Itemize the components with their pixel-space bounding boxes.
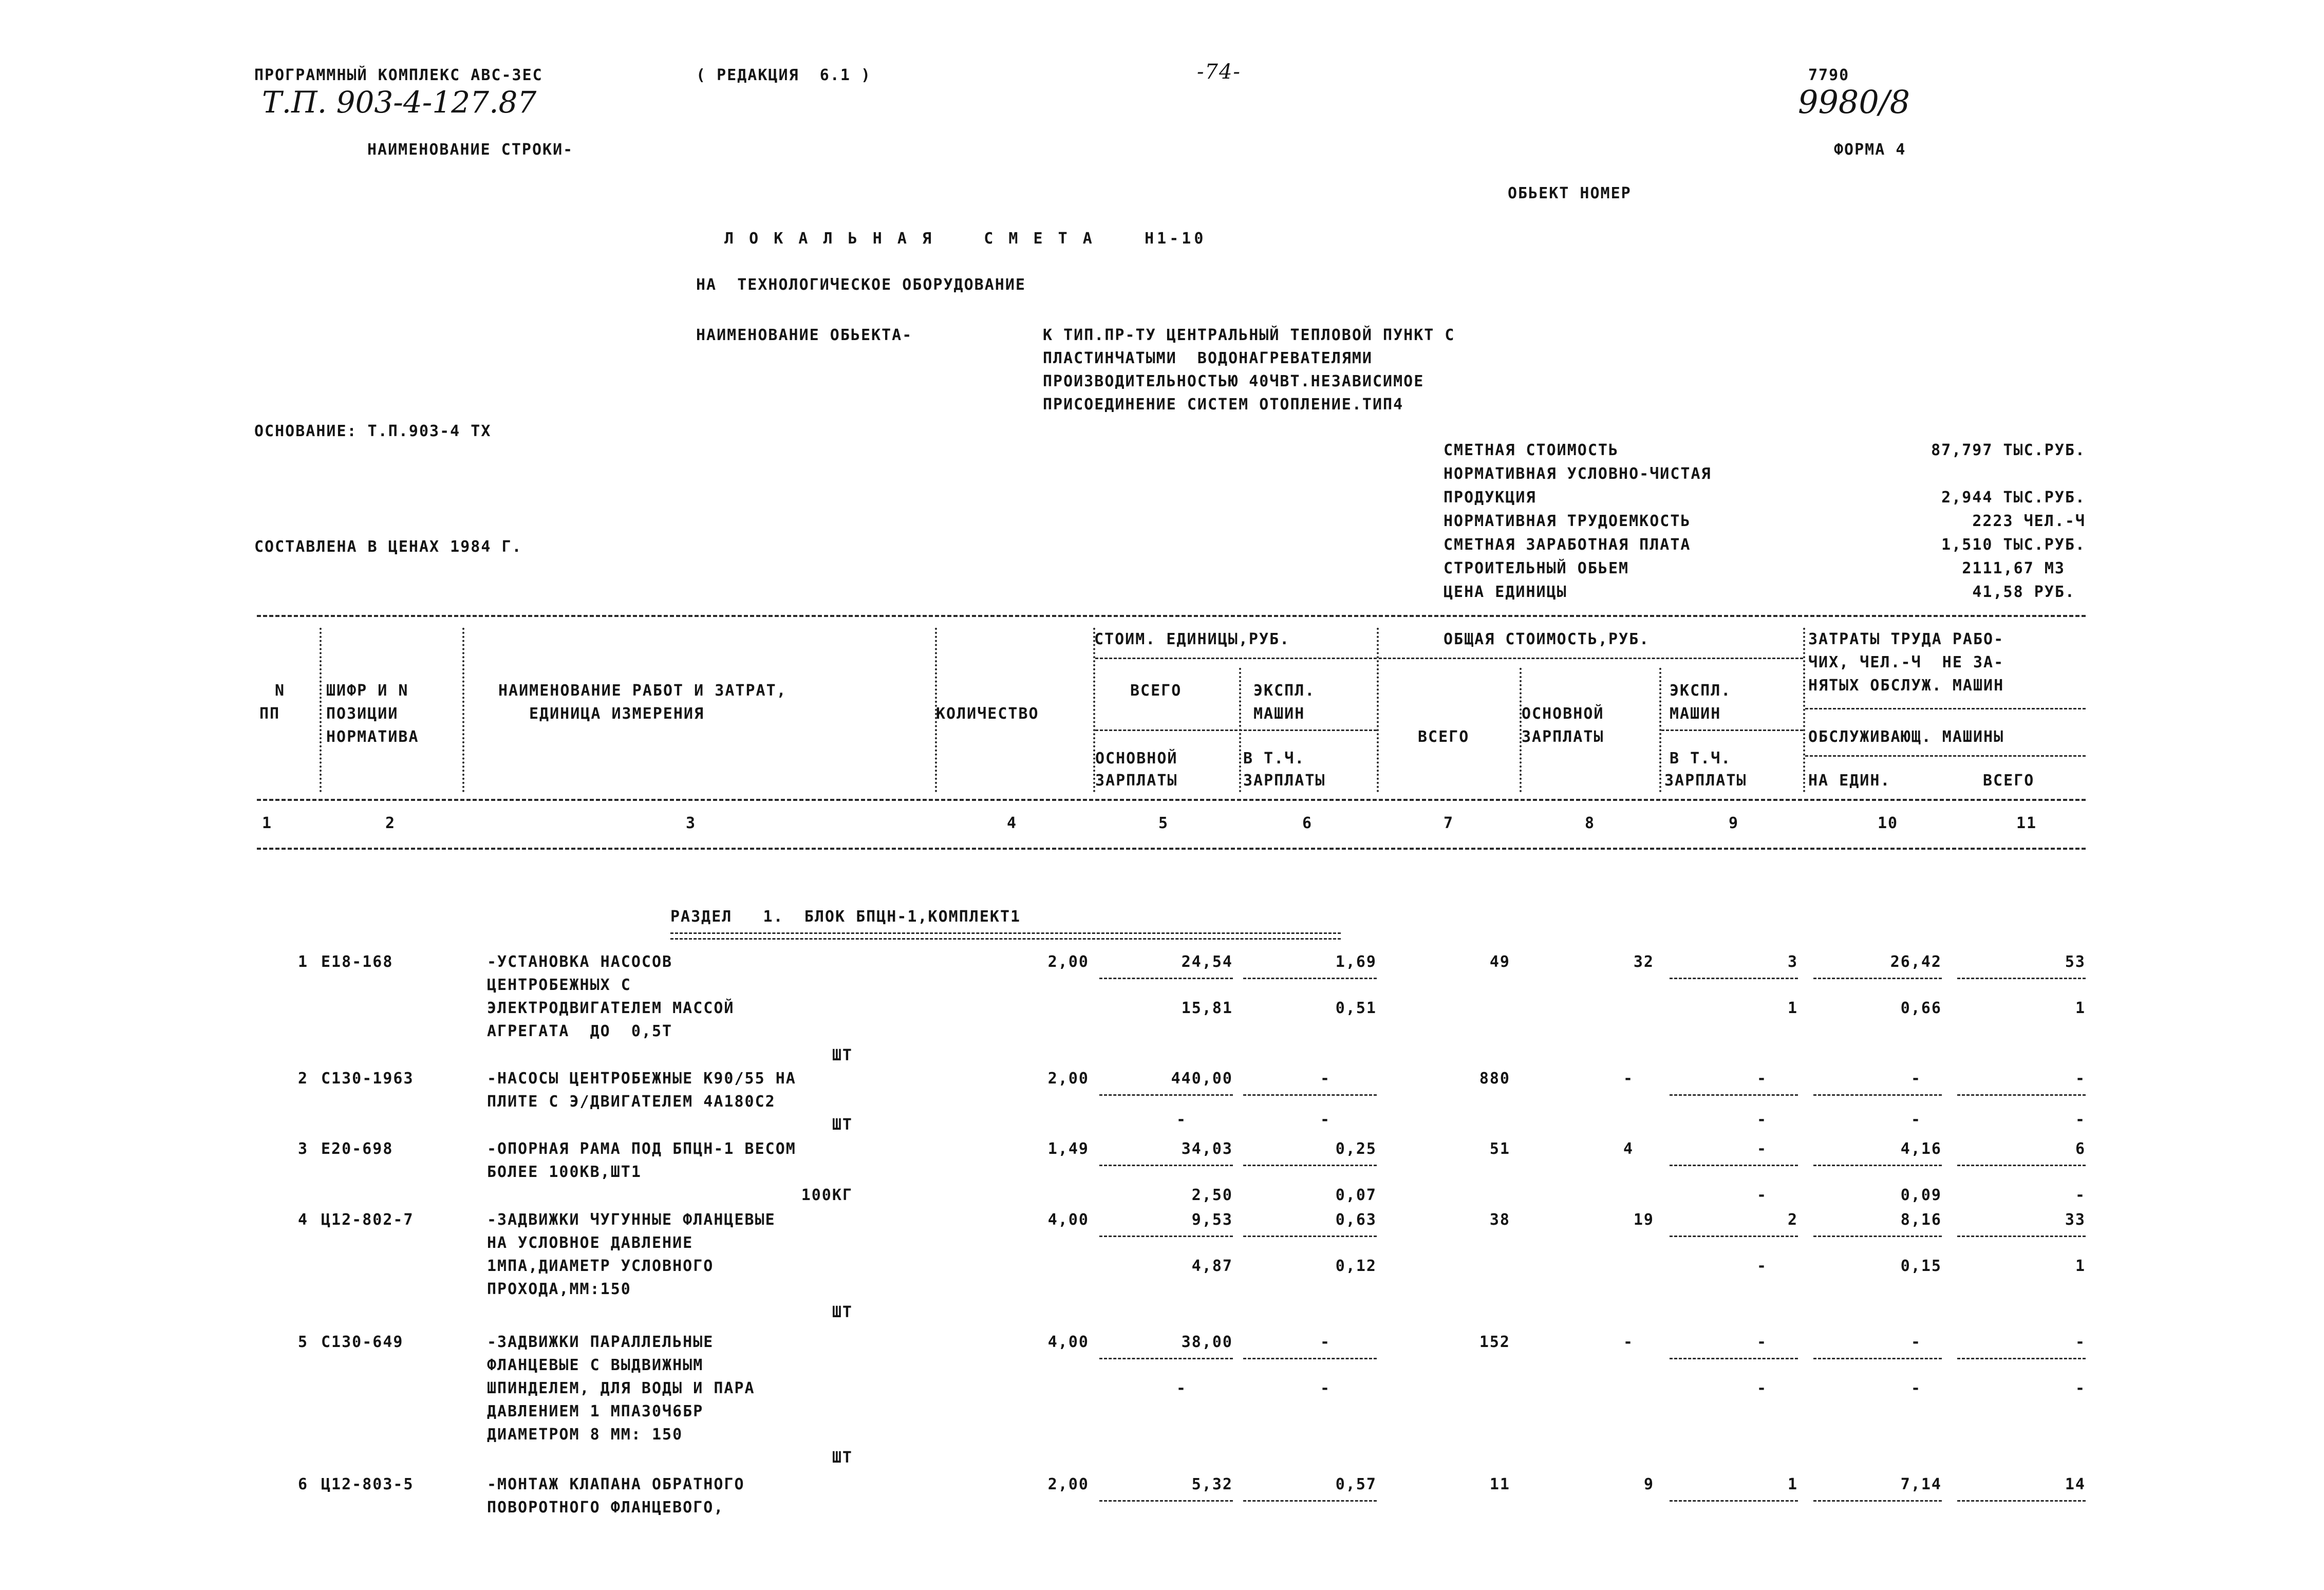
row-unit-cost: 9,53 (1191, 1211, 1233, 1229)
row-code: С130-649 (321, 1333, 404, 1351)
row-rule (1813, 1500, 1942, 1502)
row-labor-unit-service: - (1910, 1111, 1921, 1129)
row-unit-incl-wage: 0,51 (1335, 999, 1377, 1017)
row-total: 11 (1489, 1475, 1510, 1493)
row-total-basic: 9 (1643, 1475, 1654, 1493)
header-total-expl: МАШИН (1670, 705, 1721, 723)
document-subtitle: НА ТЕХНОЛОГИЧЕСКОЕ ОБОРУДОВАНИЕ (696, 276, 1026, 294)
column-number: 5 (1158, 814, 1169, 832)
row-total: 51 (1489, 1140, 1510, 1158)
row-rule (1957, 1358, 2086, 1359)
row-total: 38 (1489, 1211, 1510, 1229)
column-number: 2 (385, 814, 396, 832)
row-total-expl: 3 (1787, 953, 1798, 971)
row-rule (1099, 1358, 1233, 1359)
row-rule (1957, 1094, 2086, 1096)
col-separator (1803, 628, 1805, 792)
row-unit-cost: 24,54 (1181, 953, 1233, 971)
row-name-line: -ЗАДВИЖКИ ПАРАЛЛЕЛЬНЫЕ (487, 1333, 714, 1351)
row-unit-cost: 38,00 (1181, 1333, 1233, 1351)
summary-value: 2223 ЧЕЛ.-Ч (1972, 512, 2086, 530)
summary-label: СМЕТНАЯ ЗАРАБОТНАЯ ПЛАТА (1444, 536, 1691, 554)
row-number: 4 (297, 1211, 308, 1229)
row-unit-basic-wage: 2,50 (1191, 1186, 1233, 1204)
row-rule (1670, 1094, 1798, 1096)
row-rule (1243, 978, 1377, 979)
row-total-expl: 2 (1787, 1211, 1798, 1229)
header-per-unit: НА ЕДИН. (1808, 772, 1891, 790)
header-total-incl: ЗАРПЛАТЫ (1664, 772, 1747, 790)
row-quantity: 2,00 (1047, 1070, 1089, 1088)
row-quantity: 4,00 (1047, 1333, 1089, 1351)
column-number: 6 (1302, 814, 1313, 832)
row-unit-expl: 0,63 (1335, 1211, 1377, 1229)
edition: ( РЕДАКЦИЯ 6.1 ) (696, 66, 872, 84)
table-numbers-rule (257, 848, 2086, 850)
header-total-basic: ОСНОВНОЙ (1522, 705, 1604, 723)
row-name-line: ЦЕНТРОБЕЖНЫХ С (487, 976, 631, 994)
row-rule (1243, 1236, 1377, 1237)
header-labor: ЗАТРАТЫ ТРУДА РАБО- (1808, 630, 2004, 648)
row-labor-unit-service: 0,09 (1900, 1186, 1942, 1204)
object-name-line: ПРОИЗВОДИТЕЛЬНОСТЬЮ 40ЧВТ.НЕЗАВИСИМОЕ (1043, 372, 1425, 390)
header-n: N (275, 682, 286, 700)
row-name-line: ШПИНДЕЛЕМ, ДЛЯ ВОДЫ И ПАРА (487, 1379, 755, 1397)
page-number: -74- (1197, 60, 1241, 84)
row-total-basic: - (1623, 1333, 1634, 1351)
row-unit: ШТ (832, 1116, 853, 1134)
row-unit-incl-wage: - (1320, 1379, 1330, 1397)
header-unit-expl: ЭКСПЛ. (1253, 682, 1316, 700)
header-total-cost: ОБЩАЯ СТОИМОСТЬ,РУБ. (1444, 630, 1650, 648)
summary-label: СТРОИТЕЛЬНЫЙ ОБЬЕМ (1444, 559, 1629, 577)
object-name-line: ПРИСОЕДИНЕНИЕ СИСТЕМ ОТОПЛЕНИЕ.ТИП4 (1043, 396, 1404, 414)
row-name-line: ПРОХОДА,ММ:150 (487, 1280, 631, 1298)
row-total-expl: - (1756, 1140, 1767, 1158)
row-rule (1670, 1236, 1798, 1237)
row-rule (1957, 978, 2086, 979)
summary-value: 1,510 ТЫС.РУБ. (1941, 536, 2086, 554)
row-rule (1957, 1236, 2086, 1237)
header-total-basic: ЗАРПЛАТЫ (1522, 728, 1604, 746)
row-labor-unit: 7,14 (1900, 1475, 1942, 1493)
row-unit-incl-wage: 0,07 (1335, 1186, 1377, 1204)
row-name-line: -ОПОРНАЯ РАМА ПОД БПЦН-1 ВЕСОМ (487, 1140, 796, 1158)
object-number-label: ОБЬЕКТ НОМЕР (1508, 184, 1632, 202)
row-total-incl-wage: 1 (1787, 999, 1798, 1017)
row-rule (1957, 1165, 2086, 1166)
row-number: 6 (297, 1475, 308, 1493)
row-total-expl: 1 (1787, 1475, 1798, 1493)
row-unit: 100КГ (801, 1186, 853, 1204)
row-name-line: НА УСЛОВНОЕ ДАВЛЕНИЕ (487, 1234, 694, 1252)
header-code: ПОЗИЦИИ (326, 705, 399, 723)
col-separator (1377, 628, 1379, 792)
row-unit: ШТ (832, 1449, 853, 1467)
row-rule (1813, 1165, 1942, 1166)
row-total-expl: - (1756, 1333, 1767, 1351)
row-labor-unit: 8,16 (1900, 1211, 1942, 1229)
summary-value: 2111,67 М3 (1962, 559, 2065, 577)
row-labor-total-service: 1 (2075, 999, 2086, 1017)
row-labor-total: 6 (2075, 1140, 2086, 1158)
object-name-line: ПЛАСТИНЧАТЫМИ ВОДОНАГРЕВАТЕЛЯМИ (1043, 349, 1373, 367)
row-code: С130-1963 (321, 1070, 414, 1088)
column-number: 3 (685, 814, 697, 832)
header-sub-rule (1805, 755, 2086, 757)
row-unit: ШТ (832, 1303, 853, 1321)
row-unit-expl: 0,25 (1335, 1140, 1377, 1158)
row-number: 2 (297, 1070, 308, 1088)
summary-label: ЦЕНА ЕДИНИЦЫ (1444, 583, 1567, 601)
prices-year: СОСТАВЛЕНА В ЦЕНАХ 1984 Г. (254, 538, 522, 556)
row-name-line: -УСТАНОВКА НАСОСОВ (487, 953, 673, 971)
header-total-all: ВСЕГО (1418, 728, 1470, 746)
header-sub-rule (1095, 658, 1377, 659)
row-code: Е20-698 (321, 1140, 393, 1158)
row-number: 3 (297, 1140, 308, 1158)
column-number: 9 (1728, 814, 1739, 832)
object-name-line: К ТИП.ПР-ТУ ЦЕНТРАЛЬНЫЙ ТЕПЛОВОЙ ПУНКТ С (1043, 326, 1455, 344)
row-total-basic: - (1623, 1070, 1634, 1088)
row-rule (1813, 1358, 1942, 1359)
row-code: Е18-168 (321, 953, 393, 971)
row-labor-total: 53 (2065, 953, 2086, 971)
row-total: 49 (1489, 953, 1510, 971)
summary-label: ПРОДУКЦИЯ (1444, 489, 1536, 507)
row-number: 5 (297, 1333, 308, 1351)
handwritten-archive-number: 9980/8 (1798, 83, 1910, 121)
row-unit-expl: 0,57 (1335, 1475, 1377, 1493)
header-unit-all: ВСЕГО (1130, 682, 1182, 700)
header-sub-rule (1095, 729, 1377, 731)
header-pp: ПП (259, 705, 280, 723)
row-unit-expl: - (1320, 1070, 1330, 1088)
row-rule (1813, 1236, 1942, 1237)
header-unit-expl: МАШИН (1253, 705, 1305, 723)
summary-value: 2,944 ТЫС.РУБ. (1941, 489, 2086, 507)
row-rule (1099, 1094, 1233, 1096)
row-code: Ц12-802-7 (321, 1211, 414, 1229)
row-name-line: -НАСОСЫ ЦЕНТРОБЕЖНЫЕ К90/55 НА (487, 1070, 796, 1088)
row-unit: ШТ (832, 1046, 853, 1064)
row-rule (1243, 1165, 1377, 1166)
row-labor-total-service: - (2075, 1111, 2086, 1129)
row-name-line: БОЛЕЕ 100КВ,ШТ1 (487, 1163, 642, 1181)
row-name-line: ПЛИТЕ С Э/ДВИГАТЕЛЕМ 4А180С2 (487, 1093, 776, 1111)
row-labor-total-service: - (2075, 1186, 2086, 1204)
document-title: Л О К А Л Ь Н А Я С М Е Т А Н1-10 (724, 230, 1207, 248)
row-unit-basic-wage: - (1176, 1379, 1187, 1397)
row-rule (1670, 1500, 1798, 1502)
row-quantity: 2,00 (1047, 1475, 1089, 1493)
row-labor-unit-service: 0,15 (1900, 1257, 1942, 1275)
row-name-line: ДИАМЕТРОМ 8 ММ: 150 (487, 1426, 683, 1444)
row-total-incl-wage: - (1756, 1186, 1767, 1204)
col-separator (320, 628, 322, 792)
row-number: 1 (297, 953, 308, 971)
program-name: ПРОГРАММНЫЙ КОМПЛЕКС АВС-3ЕС (254, 66, 543, 84)
summary-label: НОРМАТИВНАЯ УСЛОВНО-ЧИСТАЯ (1444, 465, 1712, 483)
row-quantity: 4,00 (1047, 1211, 1089, 1229)
row-rule (1099, 1236, 1233, 1237)
row-labor-unit-service: - (1910, 1379, 1921, 1397)
header-unit-cost: СТОИМ. ЕДИНИЦЫ,РУБ. (1094, 630, 1290, 648)
row-rule (1243, 1094, 1377, 1096)
row-name-line: ПОВОРОТНОГО ФЛАНЦЕВОГО, (487, 1499, 724, 1517)
col-separator (462, 628, 464, 792)
row-unit-incl-wage: 0,12 (1335, 1257, 1377, 1275)
row-total-basic: 19 (1633, 1211, 1654, 1229)
row-labor-unit: - (1910, 1070, 1921, 1088)
table-header-rule (257, 799, 2086, 801)
row-labor-unit: 26,42 (1890, 953, 1942, 971)
row-unit-cost: 34,03 (1181, 1140, 1233, 1158)
row-quantity: 2,00 (1047, 953, 1089, 971)
document-code: 7790 (1808, 66, 1850, 84)
form-label: ФОРМА 4 (1834, 141, 1906, 159)
row-name-line: АГРЕГАТА ДО 0,5Т (487, 1022, 673, 1040)
header-total-incl: В Т.Ч. (1670, 750, 1732, 768)
row-rule (1243, 1358, 1377, 1359)
row-name-line: ДАВЛЕНИЕМ 1 МПА30Ч6БР (487, 1402, 704, 1420)
row-rule (1099, 1165, 1233, 1166)
row-labor-total-service: 1 (2075, 1257, 2086, 1275)
row-total: 880 (1479, 1070, 1510, 1088)
section-title: РАЗДЕЛ 1. БЛОК БПЦН-1,КОМПЛЕКТ1 (670, 908, 1021, 926)
summary-label: СМЕТНАЯ СТОИМОСТЬ (1444, 441, 1619, 459)
row-unit-expl: - (1320, 1333, 1330, 1351)
header-name: ЕДИНИЦА ИЗМЕРЕНИЯ (529, 705, 705, 723)
row-total-incl-wage: - (1756, 1257, 1767, 1275)
row-unit-basic-wage: 15,81 (1181, 999, 1233, 1017)
table-top-rule (257, 615, 2086, 617)
header-sub-rule (1379, 658, 1803, 659)
row-labor-total: - (2075, 1333, 2086, 1351)
section-underline (670, 932, 1341, 940)
row-total-basic: 4 (1623, 1140, 1634, 1158)
column-number: 7 (1443, 814, 1454, 832)
row-labor-total-service: - (2075, 1379, 2086, 1397)
row-name-line: -МОНТАЖ КЛАПАНА ОБРАТНОГО (487, 1475, 745, 1493)
row-rule (1099, 1500, 1233, 1502)
row-name-line: -ЗАДВИЖКИ ЧУГУННЫЕ ФЛАНЦЕВЫЕ (487, 1211, 776, 1229)
header-labor: НЯТЫХ ОБСЛУЖ. МАШИН (1808, 677, 2004, 695)
column-number: 1 (261, 814, 273, 832)
header-quantity: КОЛИЧЕСТВО (936, 705, 1039, 723)
header-name: НАИМЕНОВАНИЕ РАБОТ И ЗАТРАТ, (498, 682, 787, 700)
row-rule (1670, 1358, 1798, 1359)
row-total-expl: - (1756, 1070, 1767, 1088)
row-rule (1813, 978, 1942, 979)
row-rule (1670, 1165, 1798, 1166)
row-name-line: 1МПА,ДИАМЕТР УСЛОВНОГО (487, 1257, 714, 1275)
column-number: 11 (2016, 814, 2037, 832)
row-labor-unit: - (1910, 1333, 1921, 1351)
row-rule (1099, 978, 1233, 979)
row-name-line: ФЛАНЦЕВЫЕ С ВЫДВИЖНЫМ (487, 1356, 704, 1374)
row-unit-basic-wage: 4,87 (1191, 1257, 1233, 1275)
summary-label: НОРМАТИВНАЯ ТРУДОЕМКОСТЬ (1444, 512, 1691, 530)
header-incl-wage: В Т.Ч. (1243, 750, 1305, 768)
row-rule (1957, 1500, 2086, 1502)
row-unit-cost: 5,32 (1191, 1475, 1233, 1493)
row-total-incl-wage: - (1756, 1379, 1767, 1397)
row-labor-total: 33 (2065, 1211, 2086, 1229)
col-separator (1093, 628, 1095, 792)
basis-text: ОСНОВАНИЕ: Т.П.903-4 ТХ (254, 422, 492, 440)
row-unit-cost: 440,00 (1171, 1070, 1233, 1088)
row-total: 152 (1479, 1333, 1510, 1351)
row-total-basic: 32 (1633, 953, 1654, 971)
row-rule (1243, 1500, 1377, 1502)
column-number: 10 (1877, 814, 1899, 832)
row-unit-expl: 1,69 (1335, 953, 1377, 971)
row-rule (1813, 1094, 1942, 1096)
row-labor-unit: 4,16 (1900, 1140, 1942, 1158)
header-labor: ЧИХ, ЧЕЛ.-Ч НЕ ЗА- (1808, 653, 2004, 671)
line-name-label: НАИМЕНОВАНИЕ СТРОКИ- (367, 141, 574, 159)
header-code: ШИФР И N (326, 682, 409, 700)
row-unit-incl-wage: - (1320, 1111, 1330, 1129)
header-total: ВСЕГО (1983, 772, 2035, 790)
summary-value: 87,797 ТЫС.РУБ. (1931, 441, 2086, 459)
row-unit-basic-wage: - (1176, 1111, 1187, 1129)
row-rule (1670, 978, 1798, 979)
row-quantity: 1,49 (1047, 1140, 1089, 1158)
header-sub-rule (1805, 708, 2086, 709)
header-labor-service: ОБСЛУЖИВАЮЩ. МАШИНЫ (1808, 728, 2004, 746)
header-code: НОРМАТИВА (326, 728, 419, 746)
row-name-line: ЭЛЕКТРОДВИГАТЕЛЕМ МАССОЙ (487, 999, 735, 1017)
column-number: 8 (1584, 814, 1596, 832)
header-basic-wage: ЗАРПЛАТЫ (1095, 772, 1178, 790)
row-total-incl-wage: - (1756, 1111, 1767, 1129)
header-basic-wage: ОСНОВНОЙ (1095, 750, 1178, 768)
row-labor-unit-service: 0,66 (1900, 999, 1942, 1017)
header-total-expl: ЭКСПЛ. (1670, 682, 1732, 700)
row-labor-total: - (2075, 1070, 2086, 1088)
column-number: 4 (1006, 814, 1018, 832)
summary-value: 41,58 РУБ. (1972, 583, 2075, 601)
row-labor-total: 14 (2065, 1475, 2086, 1493)
object-name-label: НАИМЕНОВАНИЕ ОБЬЕКТА- (696, 326, 913, 344)
row-code: Ц12-803-5 (321, 1475, 414, 1493)
header-sub-rule (1661, 729, 1803, 731)
header-incl-wage: ЗАРПЛАТЫ (1243, 772, 1326, 790)
handwritten-project-number: Т.П. 903-4-127.87 (262, 85, 537, 120)
